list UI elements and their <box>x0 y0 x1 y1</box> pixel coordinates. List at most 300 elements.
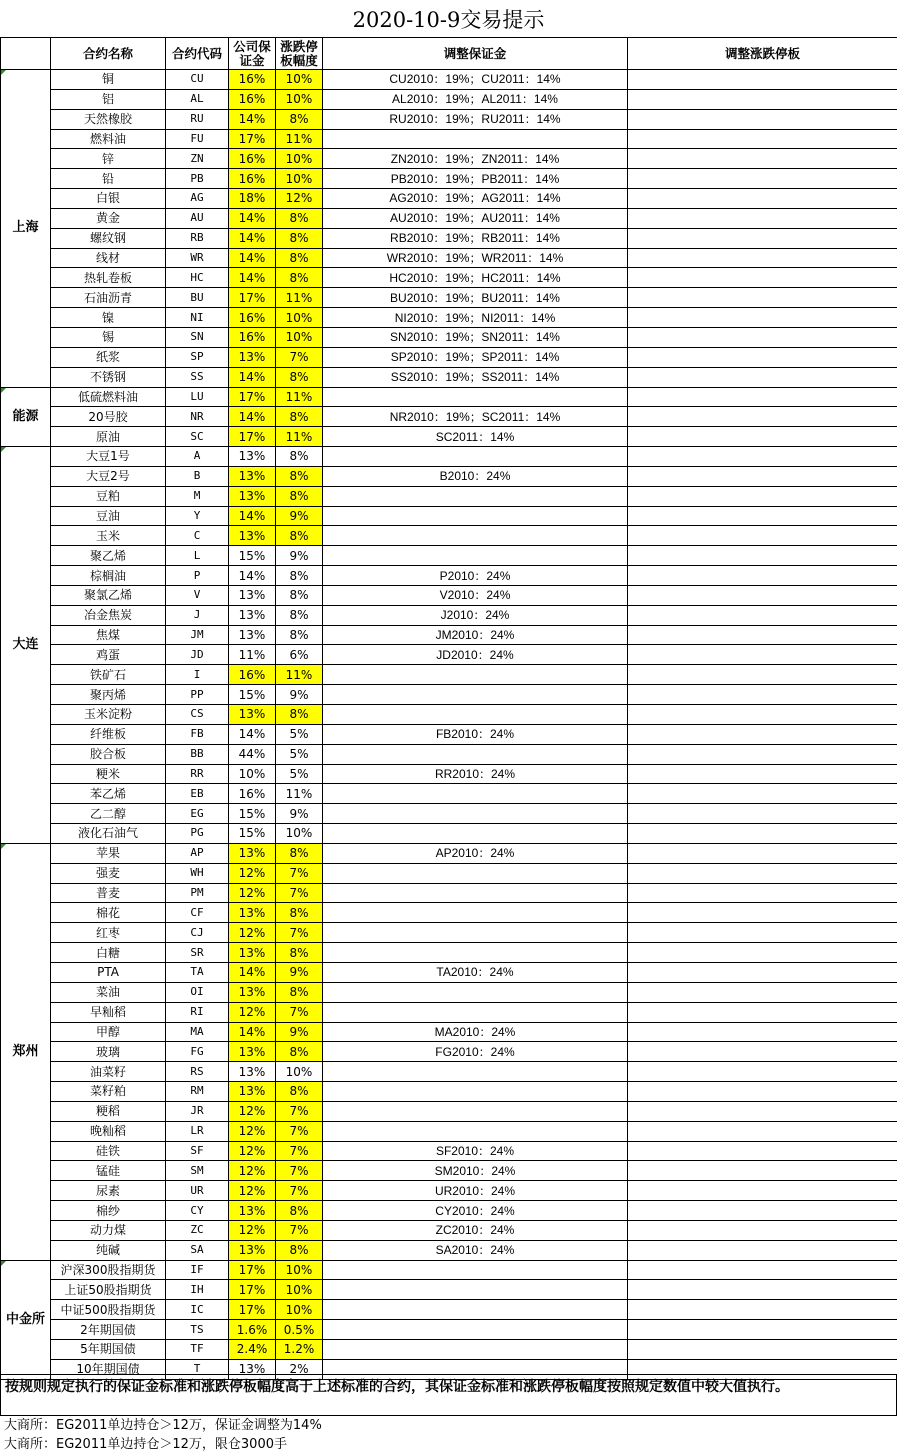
price-limit-cell: 11% <box>276 288 323 308</box>
adjusted-margin-cell <box>323 784 628 804</box>
company-margin-cell: 12% <box>229 883 276 903</box>
contract-name-cell: 石油沥青 <box>51 288 166 308</box>
company-margin-cell: 15% <box>229 546 276 566</box>
table-row <box>1 347 897 367</box>
contract-name-cell: 晚籼稻 <box>51 1121 166 1141</box>
adjusted-margin-cell: AU2010：19%；AU2011：14% <box>323 208 628 228</box>
contract-name-cell: 早籼稻 <box>51 1002 166 1022</box>
price-limit-cell: 8% <box>276 1240 323 1260</box>
contract-name-cell: 普麦 <box>51 883 166 903</box>
adjusted-limit-cell <box>628 308 897 328</box>
price-limit-cell: 7% <box>276 347 323 367</box>
adjusted-limit-cell <box>628 744 897 764</box>
table-row <box>1 605 897 625</box>
adjusted-limit-cell <box>628 883 897 903</box>
price-limit-cell: 6% <box>276 645 323 665</box>
contract-name-cell: 铁矿石 <box>51 665 166 685</box>
contract-name-cell: 玉米淀粉 <box>51 705 166 725</box>
company-margin-cell: 16% <box>229 308 276 328</box>
table-row <box>1 129 897 149</box>
company-margin-cell: 16% <box>229 327 276 347</box>
adjusted-margin-cell <box>323 903 628 923</box>
contract-name-cell: 菜油 <box>51 982 166 1002</box>
contract-code-cell: LU <box>166 387 229 407</box>
company-margin-cell: 17% <box>229 1300 276 1320</box>
adjusted-margin-cell <box>323 804 628 824</box>
table-body <box>1 70 897 1380</box>
contract-name-cell: 白银 <box>51 189 166 209</box>
price-limit-cell: 8% <box>276 903 323 923</box>
contract-code-cell: CY <box>166 1201 229 1221</box>
contract-code-cell: TF <box>166 1340 229 1360</box>
adjusted-limit-cell <box>628 367 897 387</box>
company-margin-cell: 13% <box>229 486 276 506</box>
company-margin-cell: 13% <box>229 943 276 963</box>
price-limit-cell: 10% <box>276 149 323 169</box>
contract-name-cell: 聚氯乙烯 <box>51 585 166 605</box>
adjusted-margin-cell <box>323 923 628 943</box>
adjusted-limit-cell <box>628 327 897 347</box>
contract-name-cell: 强麦 <box>51 863 166 883</box>
adjusted-margin-cell <box>323 705 628 725</box>
corner-marker-icon <box>1 388 6 393</box>
adjusted-limit-cell <box>628 1082 897 1102</box>
adjusted-limit-cell <box>628 526 897 546</box>
company-margin-cell: 14% <box>229 109 276 129</box>
table-row <box>1 427 897 447</box>
company-margin-cell: 12% <box>229 1181 276 1201</box>
adjusted-limit-cell <box>628 843 897 863</box>
company-margin-cell: 16% <box>229 665 276 685</box>
adjusted-margin-cell: ZN2010：19%；ZN2011：14% <box>323 149 628 169</box>
contract-code-cell: V <box>166 585 229 605</box>
adjusted-margin-cell: AP2010：24% <box>323 843 628 863</box>
company-margin-cell: 14% <box>229 724 276 744</box>
company-margin-cell: 13% <box>229 625 276 645</box>
adjusted-margin-cell <box>323 1260 628 1280</box>
company-margin-cell: 15% <box>229 685 276 705</box>
company-margin-cell: 12% <box>229 863 276 883</box>
table-row <box>1 883 897 903</box>
price-limit-cell: 8% <box>276 1082 323 1102</box>
price-limit-cell: 10% <box>276 70 323 90</box>
contract-code-cell: SC <box>166 427 229 447</box>
adjusted-limit-cell <box>628 1240 897 1260</box>
company-margin-cell: 14% <box>229 208 276 228</box>
contract-code-cell: MA <box>166 1022 229 1042</box>
adjusted-margin-cell <box>323 1082 628 1102</box>
adjusted-margin-cell: AG2010：19%；AG2011：14% <box>323 189 628 209</box>
contract-name-cell: 铅 <box>51 169 166 189</box>
contract-code-cell: AG <box>166 189 229 209</box>
price-limit-cell: 8% <box>276 1042 323 1062</box>
contract-code-cell: LR <box>166 1121 229 1141</box>
contract-code-cell: SP <box>166 347 229 367</box>
company-margin-cell: 12% <box>229 1141 276 1161</box>
adjusted-margin-cell: SC2011：14% <box>323 427 628 447</box>
contract-name-cell: 粳米 <box>51 764 166 784</box>
price-limit-cell: 10% <box>276 1280 323 1300</box>
adjusted-limit-cell <box>628 387 897 407</box>
contract-name-cell: 2年期国债 <box>51 1320 166 1340</box>
adjusted-limit-cell <box>628 1340 897 1360</box>
contract-name-cell: 乙二醇 <box>51 804 166 824</box>
table-row <box>1 70 897 90</box>
adjusted-margin-cell: JD2010：24% <box>323 645 628 665</box>
adjusted-margin-cell: PB2010：19%；PB2011：14% <box>323 169 628 189</box>
company-margin-cell: 12% <box>229 923 276 943</box>
company-margin-cell: 14% <box>229 228 276 248</box>
adjusted-limit-cell <box>628 962 897 982</box>
adjusted-limit-cell <box>628 1042 897 1062</box>
company-margin-cell: 12% <box>229 1002 276 1022</box>
contract-name-cell: 粳稻 <box>51 1101 166 1121</box>
adjusted-limit-cell <box>628 427 897 447</box>
company-margin-cell: 12% <box>229 1101 276 1121</box>
adjusted-margin-cell <box>323 506 628 526</box>
contract-code-cell: SS <box>166 367 229 387</box>
company-margin-cell: 12% <box>229 1161 276 1181</box>
adjusted-margin-cell <box>323 744 628 764</box>
exchange-label: 中金所 <box>5 1311 45 1327</box>
table-row <box>1 1201 897 1221</box>
contract-name-cell: 原油 <box>51 427 166 447</box>
header-exchange <box>1 38 51 70</box>
adjusted-margin-cell <box>323 685 628 705</box>
price-limit-cell: 10% <box>276 824 323 844</box>
company-margin-cell: 14% <box>229 566 276 586</box>
price-limit-cell: 10% <box>276 308 323 328</box>
contract-name-cell: 菜籽粕 <box>51 1082 166 1102</box>
company-margin-cell: 14% <box>229 506 276 526</box>
contract-name-cell: 玻璃 <box>51 1042 166 1062</box>
company-margin-cell: 13% <box>229 1062 276 1082</box>
adjusted-limit-cell <box>628 923 897 943</box>
adjusted-limit-cell <box>628 248 897 268</box>
adjusted-margin-cell: NI2010：19%；NI2011：14% <box>323 308 628 328</box>
contract-name-cell: 白糖 <box>51 943 166 963</box>
table-row <box>1 189 897 209</box>
adjusted-margin-cell <box>323 1101 628 1121</box>
table-row <box>1 486 897 506</box>
price-limit-cell: 8% <box>276 1201 323 1221</box>
contract-code-cell: FG <box>166 1042 229 1062</box>
table-row <box>1 506 897 526</box>
contract-name-cell: 动力煤 <box>51 1220 166 1240</box>
adjusted-margin-cell: TA2010：24% <box>323 962 628 982</box>
table-row <box>1 943 897 963</box>
contract-name-cell: 大豆2号 <box>51 466 166 486</box>
adjusted-margin-cell: NR2010：19%；SC2011：14% <box>323 407 628 427</box>
price-limit-cell: 8% <box>276 447 323 467</box>
adjusted-limit-cell <box>628 268 897 288</box>
company-margin-cell: 15% <box>229 804 276 824</box>
price-limit-cell: 8% <box>276 566 323 586</box>
price-limit-cell: 8% <box>276 248 323 268</box>
contract-code-cell: I <box>166 665 229 685</box>
contract-name-cell: 铜 <box>51 70 166 90</box>
contract-name-cell: 沪深300股指期货 <box>51 1260 166 1280</box>
adjusted-limit-cell <box>628 169 897 189</box>
adjusted-limit-cell <box>628 129 897 149</box>
adjusted-limit-cell <box>628 1201 897 1221</box>
table-row <box>1 1260 897 1280</box>
contract-name-cell: 硅铁 <box>51 1141 166 1161</box>
price-limit-cell: 10% <box>276 1260 323 1280</box>
contract-name-cell: 苯乙烯 <box>51 784 166 804</box>
adjusted-limit-cell <box>628 1002 897 1022</box>
price-limit-cell: 7% <box>276 883 323 903</box>
company-margin-cell: 13% <box>229 526 276 546</box>
price-limit-cell: 1.2% <box>276 1340 323 1360</box>
adjusted-margin-cell <box>323 546 628 566</box>
adjusted-margin-cell <box>323 1121 628 1141</box>
table-row <box>1 784 897 804</box>
adjusted-margin-cell: UR2010：24% <box>323 1181 628 1201</box>
price-limit-cell: 10% <box>276 169 323 189</box>
table-row <box>1 645 897 665</box>
contract-code-cell: AP <box>166 843 229 863</box>
adjusted-margin-cell <box>323 486 628 506</box>
adjusted-limit-cell <box>628 1320 897 1340</box>
price-limit-cell: 9% <box>276 962 323 982</box>
contract-name-cell: 聚乙烯 <box>51 546 166 566</box>
contract-name-cell: 尿素 <box>51 1181 166 1201</box>
contract-name-cell: 棉花 <box>51 903 166 923</box>
price-limit-cell: 8% <box>276 605 323 625</box>
price-limit-cell: 5% <box>276 744 323 764</box>
adjusted-margin-cell: FB2010：24% <box>323 724 628 744</box>
contract-name-cell: PTA <box>51 962 166 982</box>
company-margin-cell: 13% <box>229 1201 276 1221</box>
contract-code-cell: IF <box>166 1260 229 1280</box>
adjusted-margin-cell: RR2010：24% <box>323 764 628 784</box>
contract-code-cell: RR <box>166 764 229 784</box>
adjusted-margin-cell: P2010：24% <box>323 566 628 586</box>
company-margin-cell: 13% <box>229 705 276 725</box>
table-row <box>1 109 897 129</box>
note-line: 大商所：EG2011单边持仓＞12万，限仓3000手 <box>4 1437 287 1452</box>
adjusted-limit-cell <box>628 466 897 486</box>
exchange-cell <box>1 70 51 388</box>
table-row <box>1 804 897 824</box>
price-limit-cell: 8% <box>276 585 323 605</box>
table-row <box>1 863 897 883</box>
contract-code-cell: PM <box>166 883 229 903</box>
contract-code-cell: PP <box>166 685 229 705</box>
price-limit-cell: 10% <box>276 327 323 347</box>
company-margin-cell: 16% <box>229 784 276 804</box>
adjusted-margin-cell: V2010：24% <box>323 585 628 605</box>
contract-name-cell: 胶合板 <box>51 744 166 764</box>
price-limit-cell: 8% <box>276 367 323 387</box>
table-row <box>1 982 897 1002</box>
adjusted-margin-cell: SN2010：19%；SN2011：14% <box>323 327 628 347</box>
contract-name-cell: 大豆1号 <box>51 447 166 467</box>
adjusted-margin-cell: FG2010：24% <box>323 1042 628 1062</box>
contract-code-cell: Y <box>166 506 229 526</box>
contract-code-cell: P <box>166 566 229 586</box>
table-row <box>1 744 897 764</box>
adjusted-limit-cell <box>628 1141 897 1161</box>
price-limit-cell: 12% <box>276 189 323 209</box>
table-row <box>1 1240 897 1260</box>
contract-name-cell: 冶金焦炭 <box>51 605 166 625</box>
contract-name-cell: 不锈钢 <box>51 367 166 387</box>
adjusted-margin-cell: SF2010：24% <box>323 1141 628 1161</box>
contract-code-cell: CJ <box>166 923 229 943</box>
adjusted-limit-cell <box>628 566 897 586</box>
contract-name-cell: 天然橡胶 <box>51 109 166 129</box>
table-row <box>1 705 897 725</box>
exchange-label: 能源 <box>12 408 39 424</box>
company-margin-cell: 13% <box>229 585 276 605</box>
company-margin-cell: 13% <box>229 1240 276 1260</box>
price-limit-cell: 11% <box>276 387 323 407</box>
adjusted-margin-cell: CU2010：19%；CU2011：14% <box>323 70 628 90</box>
price-limit-cell: 10% <box>276 1062 323 1082</box>
company-margin-cell: 14% <box>229 1022 276 1042</box>
company-margin-cell: 17% <box>229 129 276 149</box>
adjusted-limit-cell <box>628 189 897 209</box>
company-margin-cell: 12% <box>229 1121 276 1141</box>
contract-code-cell: AL <box>166 89 229 109</box>
price-limit-cell: 8% <box>276 943 323 963</box>
adjusted-margin-cell: SM2010：24% <box>323 1161 628 1181</box>
adjusted-margin-cell: SS2010：19%；SS2011：14% <box>323 367 628 387</box>
price-limit-cell: 9% <box>276 1022 323 1042</box>
contract-name-cell: 线材 <box>51 248 166 268</box>
table-row <box>1 1062 897 1082</box>
adjusted-limit-cell <box>628 804 897 824</box>
adjusted-margin-cell <box>323 863 628 883</box>
adjusted-margin-cell <box>323 665 628 685</box>
adjusted-margin-cell <box>323 943 628 963</box>
company-margin-cell: 14% <box>229 962 276 982</box>
contract-code-cell: EB <box>166 784 229 804</box>
adjusted-limit-cell <box>628 784 897 804</box>
header-price-limit: 涨跌停板幅度 <box>276 38 323 70</box>
contract-code-cell: PG <box>166 824 229 844</box>
table-row <box>1 1042 897 1062</box>
adjusted-margin-cell: MA2010：24% <box>323 1022 628 1042</box>
price-limit-cell: 8% <box>276 407 323 427</box>
contract-name-cell: 棉纱 <box>51 1201 166 1221</box>
adjusted-margin-cell <box>323 129 628 149</box>
adjusted-limit-cell <box>628 685 897 705</box>
table-row <box>1 625 897 645</box>
adjusted-margin-cell: RU2010：19%；RU2011：14% <box>323 109 628 129</box>
adjusted-margin-cell <box>323 526 628 546</box>
contract-code-cell: SF <box>166 1141 229 1161</box>
company-margin-cell: 16% <box>229 70 276 90</box>
table-row <box>1 903 897 923</box>
table-row <box>1 248 897 268</box>
company-margin-cell: 18% <box>229 189 276 209</box>
price-limit-cell: 9% <box>276 685 323 705</box>
adjusted-limit-cell <box>628 347 897 367</box>
table-row <box>1 546 897 566</box>
header-contract-code: 合约代码 <box>166 38 229 70</box>
contract-code-cell: OI <box>166 982 229 1002</box>
adjusted-limit-cell <box>628 1121 897 1141</box>
contract-code-cell: M <box>166 486 229 506</box>
adjusted-margin-cell: HC2010：19%；HC2011：14% <box>323 268 628 288</box>
price-limit-cell: 7% <box>276 1181 323 1201</box>
adjusted-limit-cell <box>628 1022 897 1042</box>
adjusted-margin-cell: JM2010：24% <box>323 625 628 645</box>
contract-code-cell: SR <box>166 943 229 963</box>
adjusted-margin-cell <box>323 387 628 407</box>
price-limit-cell: 8% <box>276 109 323 129</box>
adjusted-margin-cell: J2010：24% <box>323 605 628 625</box>
contract-name-cell: 豆油 <box>51 506 166 526</box>
adjusted-limit-cell <box>628 1260 897 1280</box>
exchange-label: 上海 <box>12 220 39 236</box>
table-row <box>1 923 897 943</box>
contract-code-cell: PB <box>166 169 229 189</box>
table-row <box>1 1181 897 1201</box>
company-margin-cell: 44% <box>229 744 276 764</box>
company-margin-cell: 17% <box>229 387 276 407</box>
price-limit-cell: 7% <box>276 863 323 883</box>
price-limit-cell: 10% <box>276 89 323 109</box>
adjusted-limit-cell <box>628 1220 897 1240</box>
adjusted-limit-cell <box>628 863 897 883</box>
table-row <box>1 1101 897 1121</box>
table-row <box>1 407 897 427</box>
contract-name-cell: 红枣 <box>51 923 166 943</box>
table-row <box>1 268 897 288</box>
adjusted-margin-cell: WR2010：19%；WR2011：14% <box>323 248 628 268</box>
contract-code-cell: C <box>166 526 229 546</box>
contract-name-cell: 镍 <box>51 308 166 328</box>
company-margin-cell: 2.4% <box>229 1340 276 1360</box>
contract-name-cell: 低硫燃料油 <box>51 387 166 407</box>
exchange-label: 郑州 <box>12 1043 39 1059</box>
contract-name-cell: 锌 <box>51 149 166 169</box>
table-row <box>1 447 897 467</box>
price-limit-cell: 8% <box>276 466 323 486</box>
adjusted-margin-cell <box>323 1340 628 1360</box>
table-row <box>1 665 897 685</box>
price-limit-cell: 9% <box>276 506 323 526</box>
trading-table <box>0 37 897 1380</box>
company-margin-cell: 17% <box>229 1280 276 1300</box>
price-limit-cell: 8% <box>276 705 323 725</box>
company-margin-cell: 13% <box>229 1082 276 1102</box>
contract-code-cell: IC <box>166 1300 229 1320</box>
contract-code-cell: RI <box>166 1002 229 1022</box>
contract-code-cell: RS <box>166 1062 229 1082</box>
price-limit-cell: 8% <box>276 625 323 645</box>
contract-code-cell: BB <box>166 744 229 764</box>
contract-code-cell: EG <box>166 804 229 824</box>
contract-code-cell: TS <box>166 1320 229 1340</box>
table-row <box>1 843 897 863</box>
price-limit-cell: 8% <box>276 208 323 228</box>
corner-marker-icon <box>1 70 6 75</box>
table-row <box>1 1002 897 1022</box>
contract-code-cell: JM <box>166 625 229 645</box>
corner-marker-icon <box>1 1261 6 1266</box>
company-margin-cell: 13% <box>229 903 276 923</box>
adjusted-limit-cell <box>628 1161 897 1181</box>
table-row <box>1 367 897 387</box>
adjusted-limit-cell <box>628 645 897 665</box>
contract-code-cell: WR <box>166 248 229 268</box>
company-margin-cell: 13% <box>229 447 276 467</box>
